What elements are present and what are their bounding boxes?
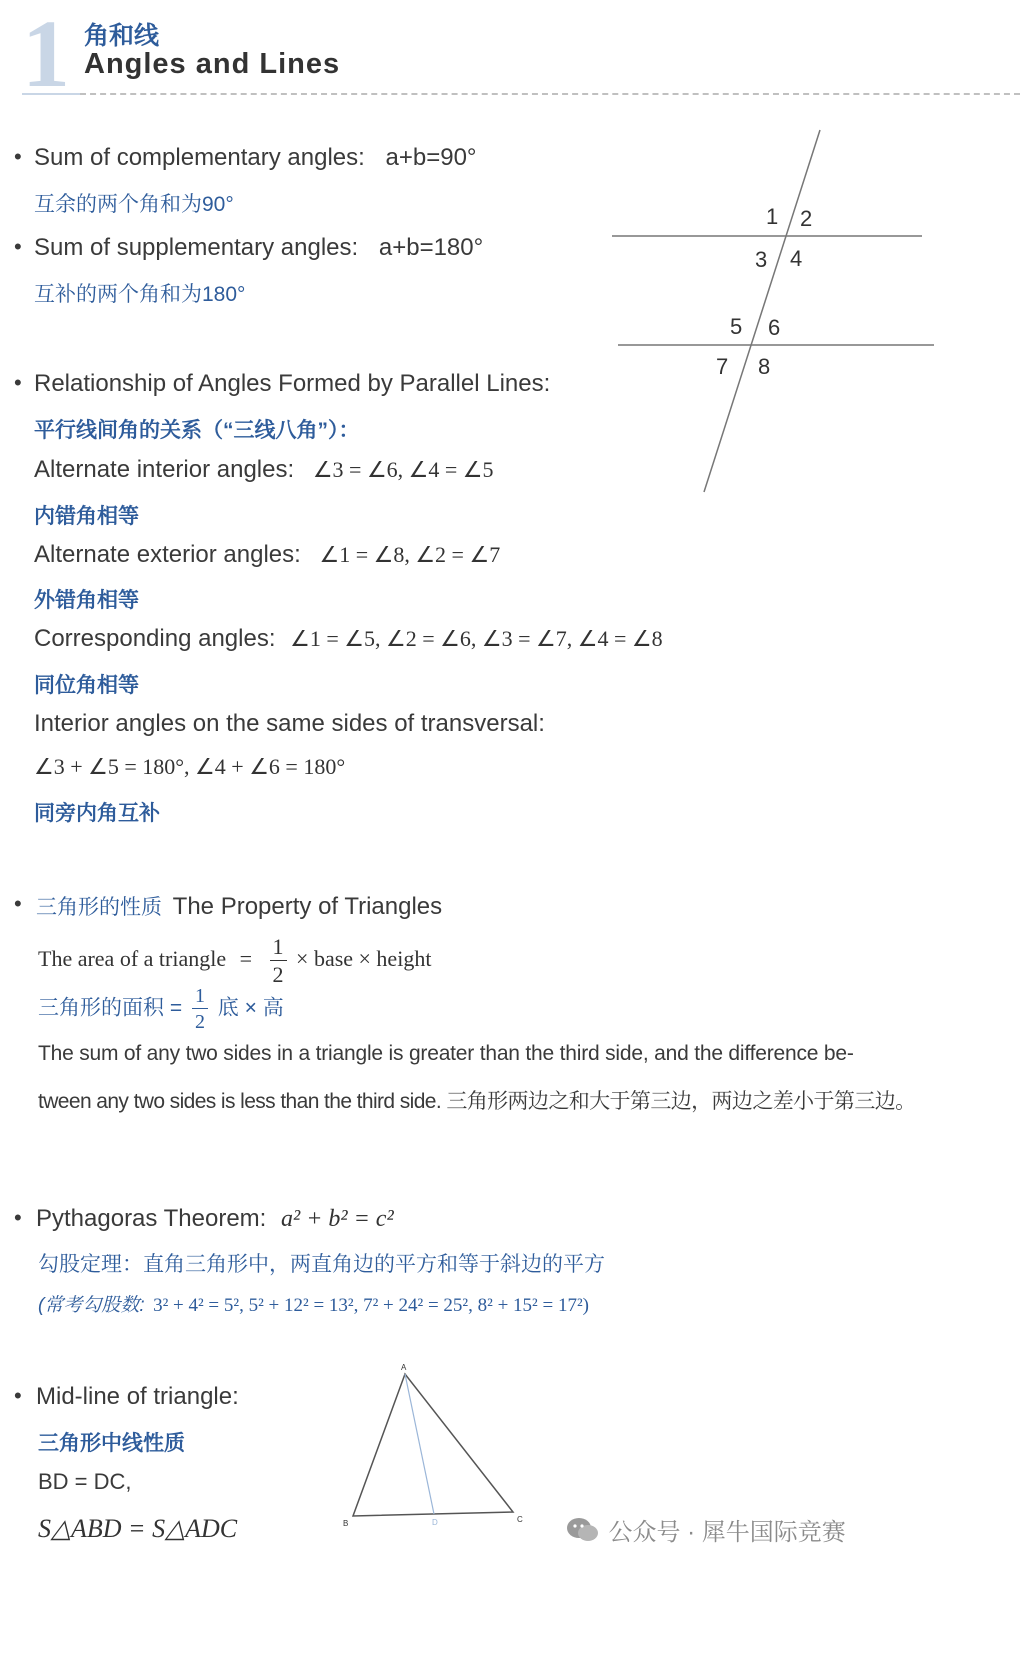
corresponding-cn: 同位角相等 (34, 674, 139, 697)
parallel-cn: 平行线间角的关系（“三线八角”）： (34, 419, 360, 442)
fraction-half-cn: $\frac{1}{2}$ (192, 986, 208, 1032)
median-ad (405, 1374, 434, 1514)
corresponding-label: Corresponding angles: ∠1 = ∠5, ∠2 = ∠6, ∠3 = ∠7, ∠4 = ∠8 (34, 625, 663, 652)
parallel-label: Relationship of Angles Formed by Parallel Lines: (34, 370, 551, 397)
supplementary-label: Sum of supplementary angles: a+b=180° (34, 234, 484, 261)
triangle-sides-line2: tween any two sides is less than the third side. 三角形两边之和大于第三边，两边之差小于第三边。 (38, 1090, 916, 1113)
alt-exterior-formula: ∠1 = ∠8, ∠2 = ∠7 (319, 542, 501, 567)
fraction-half: $\frac{1}{2}$ (270, 936, 287, 986)
triangle-area-en: The area of a triangle = $\frac{1}{2}$ × base × height (38, 934, 432, 987)
angle-label-4: 4 (790, 246, 803, 271)
pythagoras-cn: 勾股定理：直角三角形中，两直角边的平方和等于斜边的平方 (38, 1253, 605, 1276)
bullet-icon: • (14, 1383, 22, 1408)
angle-label-1: 1 (766, 204, 779, 229)
angle-label-6: 6 (768, 315, 781, 340)
angle-label-3: 3 (755, 247, 768, 272)
bullet-icon: • (14, 1205, 22, 1230)
same-side-cn: 同旁内角互补 (34, 802, 160, 825)
angle-label-7: 7 (716, 354, 729, 379)
chapter-title-cn: 角和线 (84, 22, 160, 50)
alt-exterior-label: Alternate exterior angles: ∠1 = ∠8, ∠2 = ∠7 (34, 541, 501, 568)
complementary-cn: 互余的两个角和为90° (34, 193, 234, 216)
chapter-number: 1 (22, 0, 70, 107)
complementary-formula: a+b=90° (385, 144, 477, 171)
triangles-label: 三角形的性质 The Property of Triangles (36, 893, 443, 920)
vertex-c-label: C (517, 1515, 523, 1524)
midline-label: Mid-line of triangle: (36, 1383, 239, 1410)
bullet-icon: • (14, 234, 22, 259)
parallel-lines-diagram (600, 120, 950, 510)
angle-label-8: 8 (758, 354, 771, 379)
pythagoras-note: (常考勾股数: 3² + 4² = 5², 5² + 12² = 13², 7² + 24² = 25², 8² + 15² = 17²) (38, 1295, 589, 1316)
supplementary-cn: 互补的两个角和为180° (34, 283, 246, 306)
triangle-area-cn: 三角形的面积 = $\frac{1}{2}$ 底 × 高 (38, 985, 284, 1033)
transversal-line (704, 130, 820, 492)
bullet-icon: • (14, 144, 22, 169)
title-underline (22, 93, 80, 95)
same-side-label: Interior angles on the same sides of transversal: (34, 710, 545, 737)
pythagoras-label: Pythagoras Theorem: a² + b² = c² (36, 1205, 394, 1232)
midline-triangle-diagram (335, 1358, 535, 1533)
complementary-label: Sum of complementary angles: a+b=90° (34, 144, 477, 171)
midline-bd-dc: BD = DC, (38, 1469, 132, 1494)
bullet-icon: • (14, 891, 22, 916)
alt-interior-formula: ∠3 = ∠6, ∠4 = ∠5 (312, 457, 494, 482)
pythagoras-formula: a² + b² = c² (281, 1206, 394, 1232)
triangle-sides-line1: The sum of any two sides in a triangle is greater than the third side, and the difference be- (38, 1042, 854, 1065)
vertex-b-label: B (343, 1519, 349, 1528)
title-divider (80, 93, 1020, 95)
wechat-icon (566, 1516, 600, 1544)
chapter-title-en: Angles and Lines (84, 48, 341, 80)
corresponding-formula: ∠1 = ∠5, ∠2 = ∠6, ∠3 = ∠7, ∠4 = ∠8 (290, 626, 663, 651)
triangle-abc (353, 1374, 513, 1516)
vertex-d-label: D (432, 1518, 438, 1527)
supplementary-formula: a+b=180° (378, 234, 484, 261)
angle-label-2: 2 (800, 206, 813, 231)
midline-cn: 三角形中线性质 (38, 1432, 185, 1455)
bullet-icon: • (14, 370, 22, 395)
same-side-formula: ∠3 + ∠5 = 180°, ∠4 + ∠6 = 180° (34, 754, 346, 779)
alt-exterior-cn: 外错角相等 (34, 589, 139, 612)
angle-label-5: 5 (730, 314, 743, 339)
midline-area-eq: S△ABD = S△ADC (38, 1514, 238, 1543)
alt-interior-cn: 内错角相等 (34, 505, 139, 528)
alt-interior-label: Alternate interior angles: ∠3 = ∠6, ∠4 = ∠5 (34, 456, 494, 483)
vertex-a-label: A (401, 1363, 407, 1372)
watermark: 公众号 · 犀牛国际竞赛 (566, 1512, 846, 1547)
